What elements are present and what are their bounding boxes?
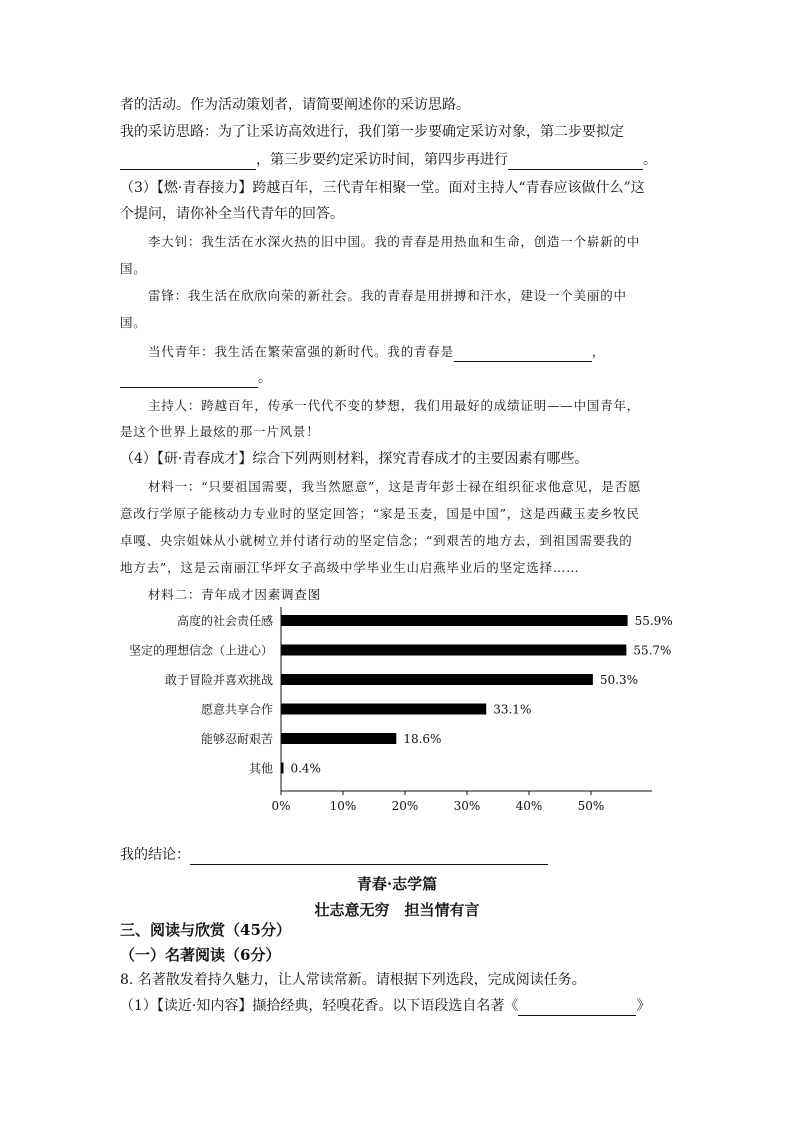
text-segment: ， (591, 344, 606, 359)
bar (281, 733, 396, 744)
survey-bar-chart (120, 605, 680, 820)
text-line: 者的活动。作为活动策划者，请简要阐述你的采访思路。 (120, 97, 470, 113)
category-label: 其他 (248, 761, 273, 776)
bar (281, 704, 486, 715)
data-label: 55.9% (634, 614, 673, 628)
text-line: 地方去”，这是云南丽江华坪女子高级中学毕业生山启燕毕业后的坚定选择…… (120, 560, 580, 575)
conclusion-line (120, 845, 548, 865)
book-title-blank[interactable] (518, 999, 636, 1016)
text-line: 国。 (120, 315, 147, 330)
question-4: （4）【研·青春成才】综合下列两则材料，探究青春成才的主要因素有哪些。 (120, 451, 589, 467)
text-line: 我的采访思路：为了让采访高效进行，我们第一步要确定采访对象，第二步要拟定 (120, 124, 624, 140)
bar (281, 674, 593, 685)
answer-blank[interactable] (120, 371, 258, 388)
section-3-title: 三、阅读与欣赏（45分） (120, 921, 291, 939)
x-tick-label: 10% (329, 799, 357, 813)
text-line: 个提问，请你补全当代青年的回答。 (120, 206, 344, 222)
category-label: 敢于冒险并喜欢挑战 (164, 673, 273, 687)
text-line: 卓嘎、央宗姐妹从小就树立并付诸行动的坚定信念；“到艰苦的地方去，到祖国需要我的 (120, 533, 633, 548)
answer-blank[interactable] (508, 153, 643, 170)
lei-feng-answer: 雷锋：我生活在欣欣向荣的新社会。我的青春是用拼搏和汗水，建设一个美丽的中 (148, 288, 627, 303)
category-label: 坚定的理想信念（上进心） (128, 643, 273, 658)
bar (281, 645, 626, 656)
answer-blank[interactable] (454, 345, 592, 362)
section-3-1-title: （一）名著阅读（6分） (120, 946, 281, 964)
bar (281, 615, 628, 626)
category-label: 愿意共享合作 (200, 702, 273, 717)
x-tick-label: 50% (577, 799, 605, 813)
data-label: 55.7% (633, 643, 672, 658)
contemporary-youth-answer (148, 342, 605, 362)
category-label: 高度的社会责任感 (176, 614, 273, 628)
x-tick-label: 20% (391, 799, 419, 813)
section-heading: 青春·志学篇 (356, 875, 438, 893)
text-segment: 当代青年：我生活在繁荣富强的新时代。我的青春是 (148, 344, 454, 359)
question-3: （3）【燃·青春接力】跨越百年，三代青年相聚一堂。面对主持人“青春应该做什么”这 (120, 180, 645, 196)
x-tick-label: 0% (271, 799, 291, 813)
section-subheading: 壮志意无穷 担当情有言 (314, 901, 480, 919)
chart-bars (129, 613, 673, 776)
host-speech: 主持人：跨越百年，传承一代代不变的梦想，我们用最好的成绩证明——中国青年， (148, 398, 641, 413)
question-8-1 (120, 996, 650, 1016)
conclusion-blank[interactable] (190, 848, 548, 865)
li-dazhao-answer: 李大钊：我生活在水深火热的旧中国。我的青春是用热血和生命，创造一个崭新的中 (148, 234, 641, 249)
conclusion-label: 我的结论： (120, 847, 190, 863)
data-label: 33.1% (493, 702, 532, 717)
text-segment: ，第三步要约定采访时间，第四步再进行 (256, 152, 508, 168)
data-label: 0.4% (290, 761, 321, 776)
text-segment: 。 (258, 370, 272, 386)
text-segment: 》 (636, 998, 651, 1014)
question-8: 8. 名著散发着持久魅力，让人常读常新。请根据下列选段，完成阅读任务。 (120, 972, 586, 988)
x-tick-label: 40% (515, 799, 543, 813)
material-one: 材料一：“只要祖国需要，我当然愿意”，这是青年彭士禄在组织征求他意见，是否愿 (148, 479, 642, 494)
text-line: 是这个世界上最炫的那一片风景！ (120, 424, 320, 439)
text-line-with-blanks (120, 150, 657, 170)
data-label: 18.6% (403, 732, 442, 746)
material-two-title: 材料二：青年成才因素调查图 (148, 587, 321, 602)
answer-blank[interactable] (120, 153, 256, 170)
text-segment: （1）【读近·知内容】撷拾经典，轻嗅花香。以下语段选自名著《 (120, 998, 519, 1014)
text-line-with-blank (120, 368, 272, 388)
text-segment: 。 (643, 152, 657, 168)
text-line: 意改行学原子能核动力专业时的坚定回答；“家是玉麦，国是中国”，这是西藏玉麦乡牧民 (120, 506, 640, 521)
data-label: 50.3% (599, 673, 638, 687)
text-line: 国。 (120, 261, 147, 276)
category-label: 能够忍耐艰苦 (200, 732, 273, 746)
x-tick-label: 30% (453, 799, 481, 813)
